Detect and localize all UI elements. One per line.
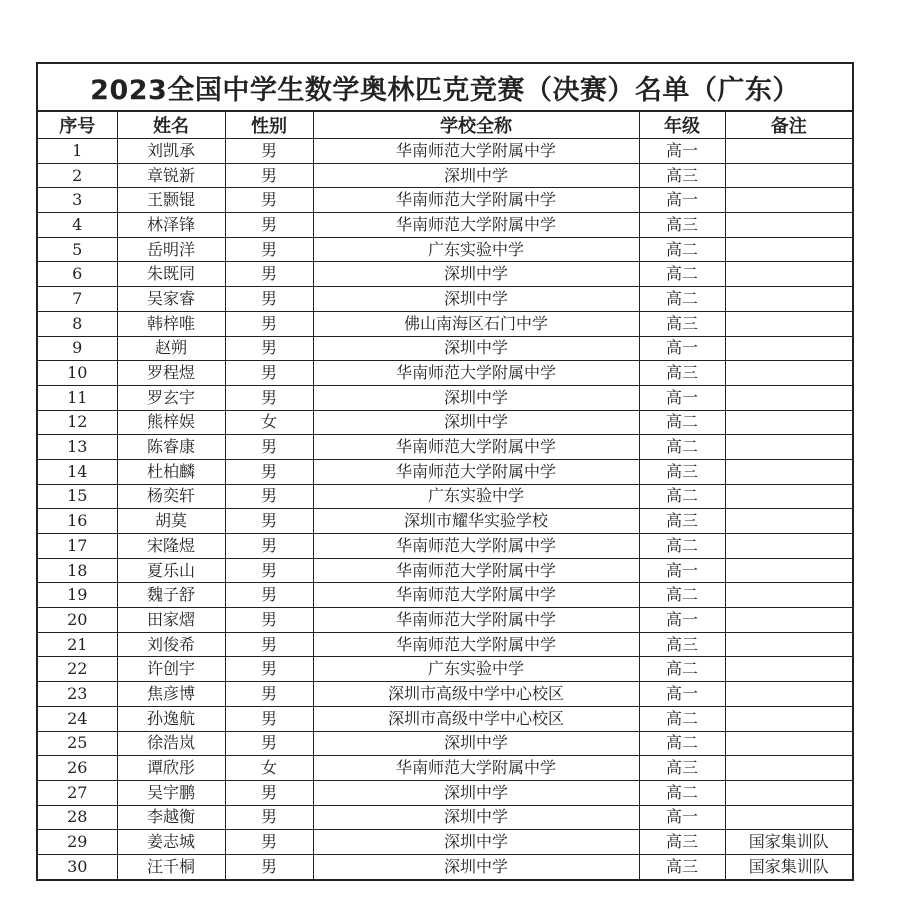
cell-index: 25 <box>37 731 117 756</box>
cell-name: 许创宇 <box>117 657 225 682</box>
cell-grade: 高一 <box>639 188 725 213</box>
cell-remark <box>725 410 853 435</box>
cell-grade: 高三 <box>639 830 725 855</box>
cell-school: 深圳中学 <box>313 731 639 756</box>
cell-remark <box>725 805 853 830</box>
cell-name: 刘凯承 <box>117 139 225 164</box>
cell-index: 14 <box>37 459 117 484</box>
table-row <box>37 830 853 855</box>
cell-name: 谭欣彤 <box>117 756 225 781</box>
cell-school: 华南师范大学附属中学 <box>313 213 639 238</box>
cell-remark <box>725 731 853 756</box>
cell-gender: 男 <box>225 213 313 238</box>
cell-index: 8 <box>37 311 117 336</box>
cell-school: 深圳中学 <box>313 336 639 361</box>
cell-gender: 男 <box>225 657 313 682</box>
cell-gender: 男 <box>225 385 313 410</box>
cell-name: 林泽锋 <box>117 213 225 238</box>
cell-index: 20 <box>37 608 117 633</box>
cell-school: 华南师范大学附属中学 <box>313 188 639 213</box>
cell-gender: 男 <box>225 608 313 633</box>
cell-gender: 男 <box>225 682 313 707</box>
cell-index: 23 <box>37 682 117 707</box>
cell-index: 3 <box>37 188 117 213</box>
cell-gender: 男 <box>225 583 313 608</box>
cell-gender: 男 <box>225 780 313 805</box>
roster-sheet <box>36 62 852 881</box>
table-row <box>37 608 853 633</box>
cell-school: 华南师范大学附属中学 <box>313 534 639 559</box>
table-row <box>37 287 853 312</box>
cell-remark <box>725 287 853 312</box>
cell-grade: 高二 <box>639 780 725 805</box>
cell-gender: 男 <box>225 163 313 188</box>
cell-grade: 高二 <box>639 484 725 509</box>
cell-remark <box>725 459 853 484</box>
header-name: 姓名 <box>117 111 225 139</box>
cell-gender: 男 <box>225 830 313 855</box>
roster-body <box>37 139 853 880</box>
cell-school: 华南师范大学附属中学 <box>313 558 639 583</box>
cell-school: 深圳中学 <box>313 780 639 805</box>
cell-grade: 高二 <box>639 583 725 608</box>
cell-index: 27 <box>37 780 117 805</box>
cell-remark: 国家集训队 <box>725 854 853 879</box>
cell-remark: 国家集训队 <box>725 830 853 855</box>
cell-gender: 男 <box>225 854 313 879</box>
cell-name: 孙逸航 <box>117 706 225 731</box>
table-row <box>37 805 853 830</box>
cell-index: 17 <box>37 534 117 559</box>
cell-grade: 高三 <box>639 632 725 657</box>
table-row <box>37 731 853 756</box>
cell-remark <box>725 780 853 805</box>
cell-gender: 男 <box>225 805 313 830</box>
cell-grade: 高三 <box>639 361 725 386</box>
cell-gender: 女 <box>225 756 313 781</box>
cell-grade: 高二 <box>639 657 725 682</box>
cell-school: 深圳中学 <box>313 262 639 287</box>
table-row <box>37 237 853 262</box>
cell-remark <box>725 435 853 460</box>
cell-school: 深圳中学 <box>313 163 639 188</box>
table-row <box>37 682 853 707</box>
cell-name: 汪千桐 <box>117 854 225 879</box>
table-title: 2023全国中学生数学奥林匹克竞赛（决赛）名单（广东） <box>37 63 853 111</box>
table-row <box>37 139 853 164</box>
cell-gender: 男 <box>225 509 313 534</box>
cell-grade: 高一 <box>639 682 725 707</box>
cell-school: 深圳中学 <box>313 410 639 435</box>
cell-gender: 男 <box>225 459 313 484</box>
cell-grade: 高三 <box>639 311 725 336</box>
cell-grade: 高三 <box>639 756 725 781</box>
cell-name: 徐浩岚 <box>117 731 225 756</box>
cell-gender: 男 <box>225 336 313 361</box>
table-row <box>37 583 853 608</box>
cell-name: 夏乐山 <box>117 558 225 583</box>
cell-name: 岳明洋 <box>117 237 225 262</box>
cell-grade: 高二 <box>639 410 725 435</box>
cell-gender: 男 <box>225 262 313 287</box>
cell-gender: 男 <box>225 311 313 336</box>
cell-school: 华南师范大学附属中学 <box>313 608 639 633</box>
cell-grade: 高一 <box>639 336 725 361</box>
cell-grade: 高二 <box>639 706 725 731</box>
cell-index: 12 <box>37 410 117 435</box>
cell-gender: 男 <box>225 731 313 756</box>
cell-remark <box>725 706 853 731</box>
cell-grade: 高二 <box>639 287 725 312</box>
table-row <box>37 706 853 731</box>
cell-remark <box>725 583 853 608</box>
cell-index: 29 <box>37 830 117 855</box>
cell-name: 田家熠 <box>117 608 225 633</box>
cell-name: 陈睿康 <box>117 435 225 460</box>
cell-school: 广东实验中学 <box>313 484 639 509</box>
cell-index: 11 <box>37 385 117 410</box>
cell-school: 深圳中学 <box>313 854 639 879</box>
cell-remark <box>725 608 853 633</box>
cell-remark <box>725 336 853 361</box>
cell-name: 熊梓娱 <box>117 410 225 435</box>
cell-name: 焦彦博 <box>117 682 225 707</box>
cell-index: 1 <box>37 139 117 164</box>
table-row <box>37 558 853 583</box>
cell-remark <box>725 632 853 657</box>
cell-grade: 高二 <box>639 262 725 287</box>
cell-name: 王颢锟 <box>117 188 225 213</box>
table-row <box>37 435 853 460</box>
cell-school: 深圳市高级中学中心校区 <box>313 706 639 731</box>
cell-gender: 男 <box>225 237 313 262</box>
cell-name: 魏子舒 <box>117 583 225 608</box>
cell-school: 深圳市高级中学中心校区 <box>313 682 639 707</box>
cell-grade: 高二 <box>639 237 725 262</box>
cell-remark <box>725 188 853 213</box>
cell-grade: 高二 <box>639 534 725 559</box>
cell-remark <box>725 682 853 707</box>
cell-index: 22 <box>37 657 117 682</box>
cell-grade: 高三 <box>639 163 725 188</box>
cell-remark <box>725 484 853 509</box>
table-row <box>37 163 853 188</box>
cell-name: 胡莫 <box>117 509 225 534</box>
table-row <box>37 188 853 213</box>
cell-index: 7 <box>37 287 117 312</box>
cell-name: 罗玄宇 <box>117 385 225 410</box>
cell-school: 华南师范大学附属中学 <box>313 632 639 657</box>
cell-remark <box>725 385 853 410</box>
cell-index: 28 <box>37 805 117 830</box>
cell-index: 21 <box>37 632 117 657</box>
cell-gender: 女 <box>225 410 313 435</box>
table-row <box>37 756 853 781</box>
table-row <box>37 484 853 509</box>
cell-school: 华南师范大学附属中学 <box>313 756 639 781</box>
cell-grade: 高三 <box>639 854 725 879</box>
header-school: 学校全称 <box>313 111 639 139</box>
cell-school: 华南师范大学附属中学 <box>313 361 639 386</box>
cell-name: 罗程煜 <box>117 361 225 386</box>
cell-school: 深圳市耀华实验学校 <box>313 509 639 534</box>
cell-name: 赵朔 <box>117 336 225 361</box>
cell-name: 杜柏麟 <box>117 459 225 484</box>
table-row <box>37 262 853 287</box>
cell-school: 深圳中学 <box>313 287 639 312</box>
cell-school: 广东实验中学 <box>313 237 639 262</box>
cell-remark <box>725 361 853 386</box>
cell-name: 宋隆煜 <box>117 534 225 559</box>
cell-index: 2 <box>37 163 117 188</box>
cell-remark <box>725 262 853 287</box>
cell-remark <box>725 139 853 164</box>
cell-grade: 高一 <box>639 139 725 164</box>
cell-grade: 高二 <box>639 731 725 756</box>
table-row <box>37 311 853 336</box>
cell-grade: 高一 <box>639 558 725 583</box>
cell-gender: 男 <box>225 484 313 509</box>
table-row <box>37 385 853 410</box>
table-row <box>37 509 853 534</box>
cell-name: 朱既同 <box>117 262 225 287</box>
cell-index: 15 <box>37 484 117 509</box>
cell-gender: 男 <box>225 287 313 312</box>
cell-index: 19 <box>37 583 117 608</box>
cell-index: 5 <box>37 237 117 262</box>
header-remark: 备注 <box>725 111 853 139</box>
cell-remark <box>725 311 853 336</box>
cell-name: 杨奕轩 <box>117 484 225 509</box>
cell-school: 华南师范大学附属中学 <box>313 459 639 484</box>
cell-gender: 男 <box>225 139 313 164</box>
cell-school: 佛山南海区石门中学 <box>313 311 639 336</box>
cell-name: 韩梓唯 <box>117 311 225 336</box>
table-row <box>37 657 853 682</box>
cell-name: 刘俊希 <box>117 632 225 657</box>
table-row <box>37 780 853 805</box>
cell-school: 深圳中学 <box>313 830 639 855</box>
cell-index: 30 <box>37 854 117 879</box>
cell-name: 姜志城 <box>117 830 225 855</box>
cell-name: 吴家睿 <box>117 287 225 312</box>
table-row <box>37 336 853 361</box>
cell-grade: 高一 <box>639 385 725 410</box>
cell-remark <box>725 509 853 534</box>
cell-school: 广东实验中学 <box>313 657 639 682</box>
cell-school: 深圳中学 <box>313 385 639 410</box>
cell-gender: 男 <box>225 188 313 213</box>
cell-index: 24 <box>37 706 117 731</box>
cell-grade: 高一 <box>639 805 725 830</box>
cell-index: 13 <box>37 435 117 460</box>
cell-remark <box>725 213 853 238</box>
header-grade: 年级 <box>639 111 725 139</box>
cell-grade: 高三 <box>639 213 725 238</box>
table-row <box>37 213 853 238</box>
cell-index: 4 <box>37 213 117 238</box>
header-index: 序号 <box>37 111 117 139</box>
cell-index: 6 <box>37 262 117 287</box>
cell-remark <box>725 163 853 188</box>
roster-table <box>36 62 854 881</box>
cell-gender: 男 <box>225 534 313 559</box>
cell-remark <box>725 237 853 262</box>
cell-name: 章锐新 <box>117 163 225 188</box>
table-row <box>37 534 853 559</box>
cell-index: 26 <box>37 756 117 781</box>
table-row <box>37 459 853 484</box>
cell-school: 深圳中学 <box>313 805 639 830</box>
table-row <box>37 361 853 386</box>
header-gender: 性别 <box>225 111 313 139</box>
table-row <box>37 854 853 879</box>
cell-gender: 男 <box>225 706 313 731</box>
cell-grade: 高三 <box>639 509 725 534</box>
cell-remark <box>725 558 853 583</box>
cell-index: 16 <box>37 509 117 534</box>
cell-school: 华南师范大学附属中学 <box>313 435 639 460</box>
cell-gender: 男 <box>225 361 313 386</box>
cell-index: 9 <box>37 336 117 361</box>
cell-index: 18 <box>37 558 117 583</box>
cell-gender: 男 <box>225 558 313 583</box>
cell-school: 华南师范大学附属中学 <box>313 583 639 608</box>
cell-name: 李越衡 <box>117 805 225 830</box>
cell-grade: 高三 <box>639 459 725 484</box>
cell-remark <box>725 657 853 682</box>
cell-remark <box>725 756 853 781</box>
cell-remark <box>725 534 853 559</box>
table-row <box>37 632 853 657</box>
cell-index: 10 <box>37 361 117 386</box>
cell-gender: 男 <box>225 632 313 657</box>
cell-gender: 男 <box>225 435 313 460</box>
cell-grade: 高二 <box>639 435 725 460</box>
table-row <box>37 410 853 435</box>
header-row <box>37 111 853 139</box>
cell-name: 吴宇鹏 <box>117 780 225 805</box>
cell-school: 华南师范大学附属中学 <box>313 139 639 164</box>
cell-grade: 高一 <box>639 608 725 633</box>
